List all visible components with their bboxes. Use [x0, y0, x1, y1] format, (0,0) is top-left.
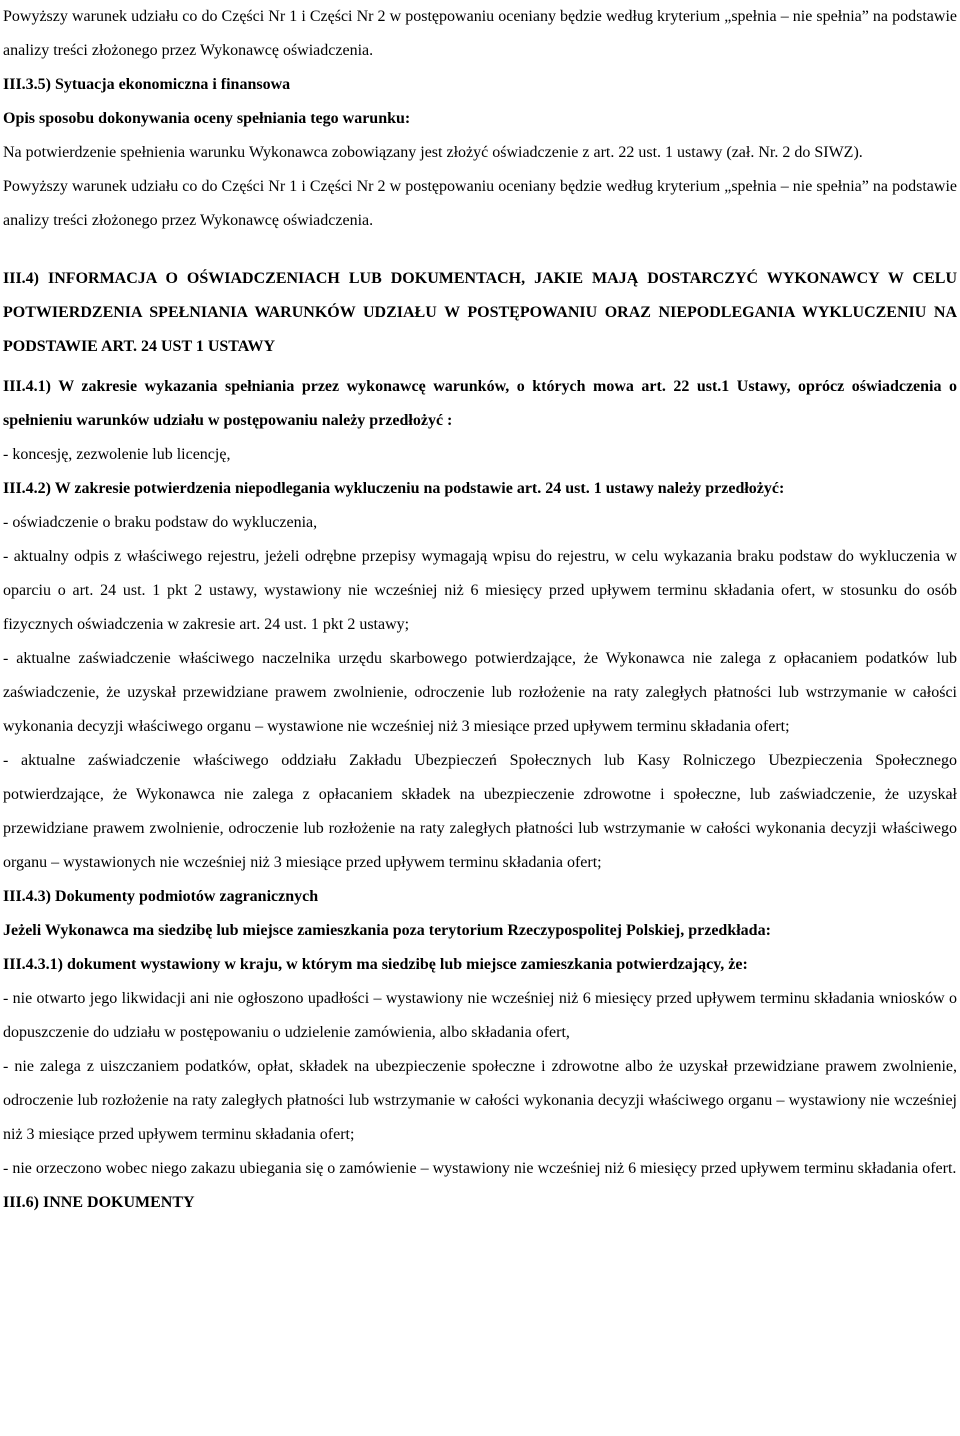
heading-3-4-3: III.4.3) Dokumenty podmiotów zagranicznych [3, 888, 319, 905]
list-item-3-4-2-d: - aktualne zaświadczenie właściwego oddziału Zakładu Ubezpieczeń Społecznych lub Kasy Rolniczego Ubezpieczenia Społecznego potwierdzające, że Wykonawca nie zalega z opłacaniem składek na ubezpieczenie zdrowotne i społeczne, lub zaświadczenie, że uzyskał przewidziane prawem zwolnienie, odroczenie lub rozłożenie na raty zaległych płatności lub wstrzymanie w całości wykonania decyzji właściwego organu – wystawionych nie wcześniej niż 3 miesiące przed upływem terminu składania ofert; [3, 752, 957, 871]
list-item-3-4-2-c: - aktualne zaświadczenie właściwego naczelnika urzędu skarbowego potwierdzające, że Wykonawca nie zalega z opłacaniem podatków lub zaświadczenie, że uzyskał przewidziane prawem zwolnienie, odroczenie lub rozłożenie na raty zaległych płatności lub wstrzymanie w całości wykonania decyzji właściwego organu – wystawione nie wcześniej niż 3 miesiące przed upływem terminu składania ofert; [3, 650, 957, 735]
heading-3-4: III.4) INFORMACJA O OŚWIADCZENIACH LUB DOKUMENTACH, JAKIE MAJĄ DOSTARCZYĆ WYKONAWCY W CELU POTWIERDZENIA SPEŁNIANIA WARUNKÓW UDZIAŁU W POSTĘPOWANIU ORAZ NIEPODLEGANIA WYKLUCZENIU NA PODSTAWIE ART. 24 UST 1 USTAWY [3, 270, 957, 355]
heading-3-4-3-1: III.4.3.1) dokument wystawiony w kraju, w którym ma siedzibę lub miejsce zamieszkania potwierdzający, że: [3, 956, 748, 973]
list-item-3-4-1-a: - koncesję, zezwolenie lub licencję, [3, 446, 231, 463]
list-item-3-4-3-1-c: - nie orzeczono wobec niego zakazu ubiegania się o zamówienie – wystawiony nie wcześniej niż 6 miesięcy przed upływem terminu składania ofert. [3, 1160, 957, 1177]
list-item-3-4-2-b: - aktualny odpis z właściwego rejestru, jeżeli odrębne przepisy wymagają wpisu do rejestru, w celu wykazania braku podstaw do wykluczenia w oparciu o art. 24 ust. 1 pkt 2 ustawy, wystawiony nie wcześniej niż 6 miesięcy przed upływem terminu składania ofert, w stosunku do osób fizycznych oświadczenia w zakresie art. 24 ust. 1 pkt 2 ustawy; [3, 548, 957, 633]
heading-3-6: III.6) INNE DOKUMENTY [3, 1194, 195, 1211]
list-item-3-4-3-1-b: - nie zalega z uiszczaniem podatków, opłat, składek na ubezpieczenie społeczne i zdrowotne albo że uzyskał przewidziane prawem zwolnienie, odroczenie lub rozłożenie na raty zaległych płatności lub wstrzymanie w całości wykonania decyzji właściwego organu – wystawiony nie wcześniej niż 3 miesiące przed upływem terminu składania ofert; [3, 1058, 957, 1143]
heading-opis-oceny: Opis sposobu dokonywania oceny spełniania tego warunku: [3, 110, 411, 127]
paragraph-3-3-5: Na potwierdzenie spełnienia warunku Wykonawca zobowiązany jest złożyć oświadczenie z art. 22 ust. 1 ustawy (zał. Nr. 2 do SIWZ). [3, 144, 863, 161]
heading-3-3-5: III.3.5) Sytuacja ekonomiczna i finansowa [3, 76, 291, 93]
heading-3-4-2: III.4.2) W zakresie potwierdzenia niepodlegania wykluczeniu na podstawie art. 24 ust. 1 ustawy należy przedłożyć: [3, 480, 785, 497]
heading-3-4-3-intro: Jeżeli Wykonawca ma siedzibę lub miejsce zamieszkania poza terytorium Rzeczypospolitej Polskiej, przedkłada: [3, 922, 771, 939]
paragraph-intro-2: Powyższy warunek udziału co do Części Nr 1 i Części Nr 2 w postępowaniu oceniany będzie według kryterium „spełnia – nie spełnia” na podstawie analizy treści złożonego przez Wykonawcę oświadczenia. [3, 178, 957, 229]
spacer [3, 238, 957, 262]
paragraph-intro-1: Powyższy warunek udziału co do Części Nr 1 i Części Nr 2 w postępowaniu oceniany będzie według kryterium „spełnia – nie spełnia” na podstawie analizy treści złożonego przez Wykonawcę oświadczenia. [3, 8, 957, 59]
list-item-3-4-3-1-a: - nie otwarto jego likwidacji ani nie ogłoszono upadłości – wystawiony nie wcześniej niż 6 miesięcy przed upływem terminu składania wniosków o dopuszczenie do udziału w postępowaniu o udzielenie zamówienia, albo składania ofert, [3, 990, 957, 1041]
heading-3-4-1: III.4.1) W zakresie wykazania spełniania przez wykonawcę warunków, o których mowa art. 22 ust.1 Ustawy, oprócz oświadczenia o spełnieniu warunków udziału w postępowaniu należy przedłożyć : [3, 378, 957, 429]
list-item-3-4-2-a: - oświadczenie o braku podstaw do wykluczenia, [3, 514, 318, 531]
